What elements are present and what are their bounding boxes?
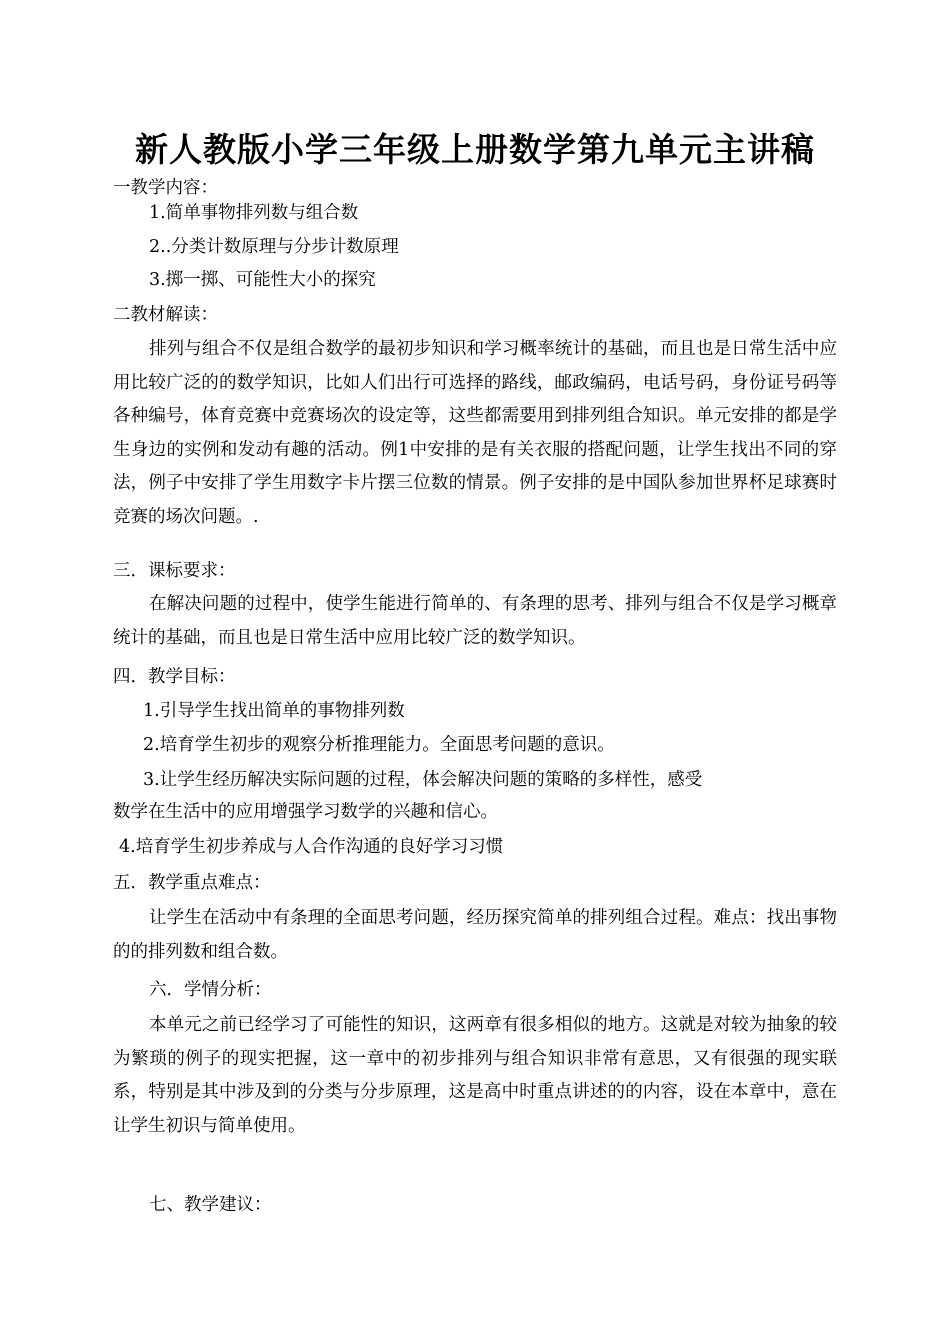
goal-item-4: 4.培育学生初步养成与人合作沟通的良好学习习惯 <box>119 837 504 857</box>
content-item-2: 2..分类计数原理与分步计数原理 <box>149 237 399 257</box>
goal-item-1: 1.引导学生找出简单的事物排列数 <box>143 701 405 721</box>
section-heading-standards: 三．课标要求： <box>113 561 236 581</box>
section-heading-content: 一教学内容： <box>113 178 218 198</box>
section-heading-suggestions: 七、教学建议： <box>149 1195 272 1215</box>
analysis-paragraph: 本单元之前已经学习了可能性的知识，这两章有很多相似的地方。这就是对较为抽象的较为繁琐的例子的现实把握，这一章中的初步排列与组合知识非常有意思，又有很强的现实联系，特别是其中涉及到的分类与分步原理，这是高中时重点讲述的的内容，设在本章中，意在让学生初识与简单使用。 <box>113 1015 837 1136</box>
content-item-3: 3.掷一掷、可能性大小的探究 <box>149 270 376 290</box>
section-heading-analysis: 六．学情分析： <box>149 980 272 1000</box>
goal-item-3: 3.让学生经历解决实际问题的过程，体会解决问题的策略的多样性，感受 <box>143 770 703 790</box>
goal-item-2: 2.培育学生初步的观察分析推理能力。全面思考问题的意识。 <box>143 735 615 755</box>
textbook-paragraph: 排列与组合不仅是组合数学的最初步知识和学习概率统计的基础，而且也是日常生活中应用比较广泛的的数学知识，比如人们出行可选择的路线，邮政编码，电话号码，身份证号码等各种编号，体育竞赛中竞赛场次的设定等，这些都需要用到排列组合知识。单元安排的都是学生身边的实例和发动有趣的活动。例1中安排的是有关衣服的搭配问题，让学生找出不同的穿法，例子中安排了学生用数字卡片摆三位数的情景。例子安排的是中国队参加世界杯足球赛时竞赛的场次问题。. <box>113 339 837 527</box>
section-heading-goals: 四．教学目标： <box>113 667 236 687</box>
document-title: 新人教版小学三年级上册数学第九单元主讲稿 <box>135 130 815 169</box>
key-points-paragraph: 让学生在活动中有条理的全面思考问题，经历探究简单的排列组合过程。难点：找出事物的的排列数和组合数。 <box>113 908 837 962</box>
goal-item-3-continued: 数学在生活中的应用增强学习数学的兴趣和信心。 <box>113 802 498 822</box>
standards-paragraph: 在解决问题的过程中，使学生能进行简单的、有条理的思考、排列与组合不仅是学习概章统计的基础，而且也是日常生活中应用比较广泛的数学知识。 <box>113 594 837 648</box>
content-item-1: 1.简单事物排列数与组合数 <box>149 203 359 223</box>
section-heading-textbook: 二教材解读： <box>113 305 218 325</box>
section-heading-key-points: 五．教学重点难点： <box>113 873 271 893</box>
